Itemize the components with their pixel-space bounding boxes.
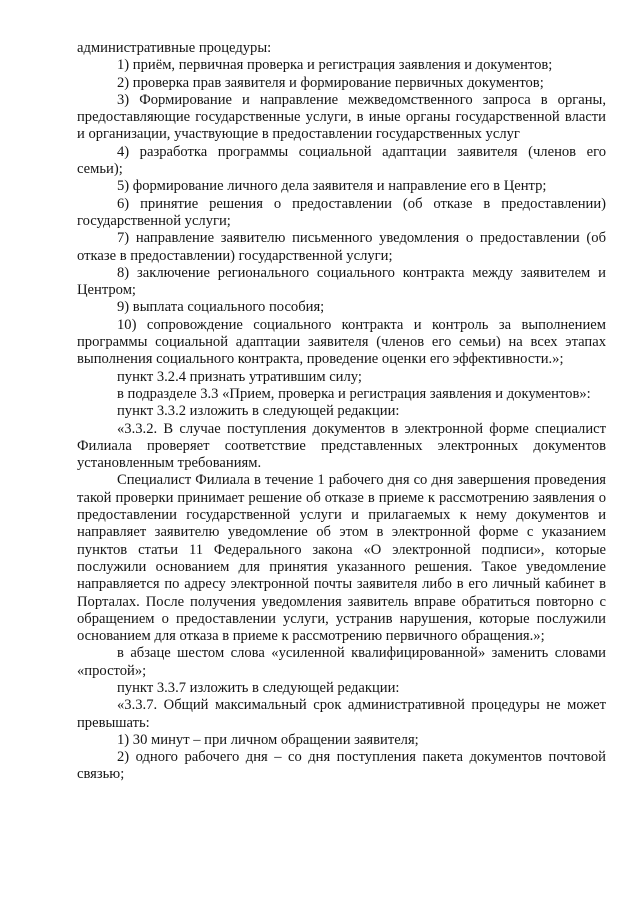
list-item-9: 9) выплата социального пособия; (117, 299, 325, 316)
paragraph-3-3-7-text: «3.3.7. Общий максимальный срок административной процедуры не может превышать: (77, 697, 606, 731)
list-item-7: 7) направление заявителю письменного уведомления о предоставлении (об отказе в предоставлении) государственной услуги; (77, 230, 606, 264)
list-item-4: 4) разработка программы социальной адаптации заявителя (членов его семьи); (77, 143, 606, 178)
paragraph-intro: административные процедуры: (77, 40, 272, 56)
paragraph-abzats-6: в абзаце шестом слова «усиленной квалифицированной» заменить словами «простой»; (77, 645, 606, 679)
paragraph-subsection-3-3: в подразделе 3.3 «Прием, проверка и регистрация заявления и документов»: (117, 385, 591, 402)
list-item-8: 8) заключение регионального социального контракта между заявителем и Центром; (77, 264, 606, 299)
list-item-6: 6) принятие решения о предоставлении (об отказе в предоставлении) государственной услуги; (77, 195, 606, 229)
list-item-2: 2) проверка прав заявителя и формирование первичных документов; (117, 74, 544, 91)
paragraph-3-3-2-heading: пункт 3.3.2 изложить в следующей редакции: (117, 403, 400, 420)
term-item-2: 2) одного рабочего дня – со дня поступления пакета документов почтовой связью; (77, 749, 606, 783)
paragraph-3-3-2-text: «3.3.2. В случае поступления документов в электронной форме специалист Филиала проверяет соответствие представленных электронных документов установленным требованиям. (77, 420, 606, 472)
list-item-1: 1) приём, первичная проверка и регистрация заявления и документов; (117, 57, 553, 74)
list-item-5: 5) формирование личного дела заявителя и направление его в Центр; (117, 178, 547, 195)
paragraph-3-3-7-heading: пункт 3.3.7 изложить в следующей редакции: (117, 679, 400, 696)
paragraph-specialist: Специалист Филиала в течение 1 рабочего дня со дня завершения проведения такой проверки принимает решение об отказе в приеме к рассмотрению заявления о предоставлении государственной услуги и прилагаемых к нему документов и направляет заявителю уведомление об этом в электронной форме с указанием пунктов статьи 11 Федерального закона «О электронной подписи», которые послужили основанием для принятия указанного решения. Такое уведомление направляется по адресу электронной почты заявителя либо в его личный кабинет в Порталах. После получения уведомления заявитель вправе обратиться повторно с обращением о предоставлении услуги, устранив нарушения, которые послужили основанием для отказа в приеме к рассмотрению первичного обращения.»; (77, 472, 606, 645)
term-item-1: 1) 30 минут – при личном обращении заявителя; (117, 731, 419, 748)
list-item-3: 3) Формирование и направление межведомственного запроса в органы, предоставляющие государственные услуги, в иные органы государственной власти и организации, участвующие в предоставлении государственных услуг (77, 91, 606, 143)
list-item-10: 10) сопровождение социального контракта и контроль за выполнением программы социальной адаптации заявителя (членов его семьи) на всех этапах выполнения социального контракта, проведение оценки его эффективности.»; (77, 316, 606, 368)
paragraph-3-2-4: пункт 3.2.4 признать утратившим силу; (117, 368, 362, 385)
